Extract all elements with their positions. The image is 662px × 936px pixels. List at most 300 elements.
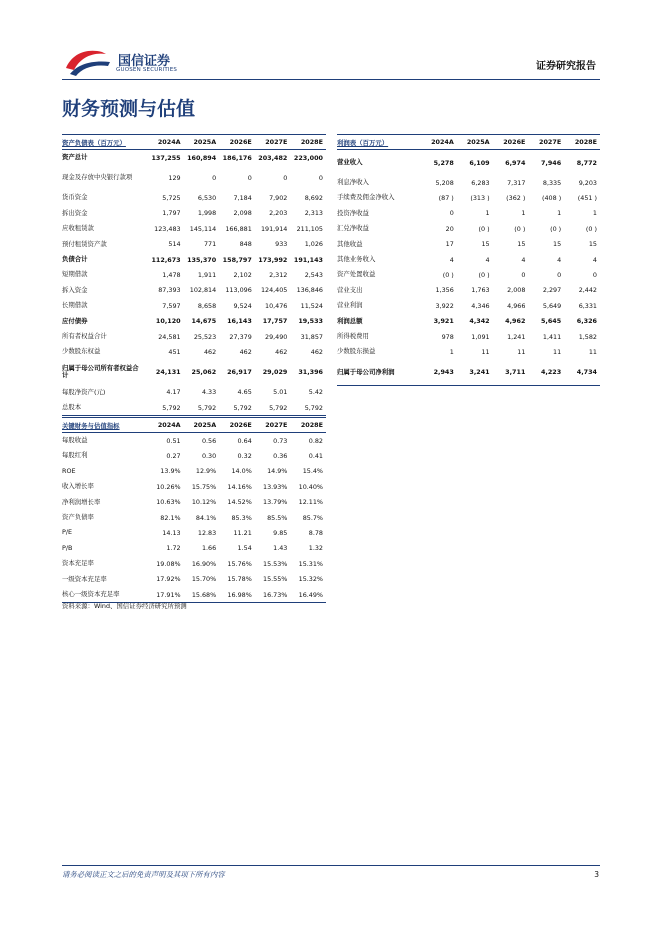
row-value: 7,597 xyxy=(162,301,181,310)
row-value: 1,026 xyxy=(304,240,323,249)
logo-title: 国信证券 xyxy=(118,54,171,69)
row-value: 0 xyxy=(247,173,252,182)
row-value: 26,917 xyxy=(227,368,252,377)
table-row xyxy=(62,541,326,556)
row-value: 2,312 xyxy=(269,271,288,280)
row-value: 0.36 xyxy=(273,452,288,461)
row-value: 2,008 xyxy=(507,286,526,295)
row-value: 15.53% xyxy=(263,559,288,568)
col-header: 2024A xyxy=(421,135,457,150)
row-value: 6,974 xyxy=(505,158,526,167)
row-value: 31,396 xyxy=(298,368,323,377)
row-value: 85.3% xyxy=(231,513,252,522)
row-value: 1 xyxy=(521,209,526,218)
row-value: 84.1% xyxy=(195,513,217,522)
table-row xyxy=(62,283,326,298)
row-value: 5.42 xyxy=(308,388,323,397)
row-value: 15 xyxy=(481,240,490,249)
row-value: 1,411 xyxy=(542,332,562,341)
row-value: 11,524 xyxy=(300,301,323,310)
col-header: 2026E xyxy=(493,135,529,150)
row-value: 173,992 xyxy=(258,255,288,264)
col-header: 2025A xyxy=(184,418,220,433)
row-value: 6,283 xyxy=(471,178,490,187)
row-value: 0.27 xyxy=(166,452,181,461)
row-value: 31,857 xyxy=(300,332,323,341)
row-value: 10.26% xyxy=(156,482,181,491)
row-value: 9.85 xyxy=(273,529,288,538)
row-value: 848 xyxy=(239,240,252,249)
row-value: 1,911 xyxy=(197,271,217,280)
row-value: 462 xyxy=(310,347,323,356)
table-row xyxy=(62,267,326,282)
row-label: 净利润增长率 xyxy=(62,497,101,506)
row-value: 15 xyxy=(517,240,526,249)
row-value: 0 xyxy=(592,271,597,280)
row-value: (362 ) xyxy=(506,194,526,203)
row-value: 8,658 xyxy=(197,301,217,310)
row-value: 1,582 xyxy=(578,332,597,341)
row-value: 2,313 xyxy=(304,209,323,218)
table-row xyxy=(62,572,326,587)
row-value: 27,379 xyxy=(229,332,252,341)
row-value: 2,297 xyxy=(542,286,562,295)
row-value: 25,062 xyxy=(191,368,217,377)
row-value: 15 xyxy=(553,240,562,249)
logo-subtitle: GUOSEN SECURITIES xyxy=(116,67,178,73)
row-value: 123,483 xyxy=(154,224,181,233)
col-header: 2028E xyxy=(564,135,600,150)
row-value: 4.65 xyxy=(237,388,252,397)
row-value: 5,792 xyxy=(148,400,184,416)
row-value: 15.4% xyxy=(302,467,323,476)
row-value: 4 xyxy=(521,255,526,264)
table-row xyxy=(62,206,326,221)
table-row xyxy=(337,344,600,359)
table-row xyxy=(337,267,600,282)
row-label: 归属于母公司净利润 xyxy=(337,360,421,386)
row-value: 9,203 xyxy=(578,178,597,187)
row-value: 462 xyxy=(239,347,252,356)
table-row xyxy=(62,237,326,252)
row-label: 营业收入 xyxy=(337,157,363,166)
row-value: 15.55% xyxy=(263,575,288,584)
table-row xyxy=(62,221,326,236)
col-header: 2024A xyxy=(148,418,184,433)
header-divider xyxy=(62,79,600,80)
row-label: 少数股东损益 xyxy=(337,347,376,356)
row-value: 7,902 xyxy=(269,194,288,203)
row-value: 2,943 xyxy=(421,360,457,386)
table-row xyxy=(62,556,326,571)
row-value: 1,478 xyxy=(162,271,181,280)
income-statement-title: 利润表（百万元） xyxy=(337,135,421,150)
row-value: 6,109 xyxy=(469,158,490,167)
row-value: 12.9% xyxy=(195,467,217,476)
row-value: 160,894 xyxy=(187,153,217,162)
row-label: 营业利润 xyxy=(337,301,363,310)
table-row xyxy=(337,175,600,190)
row-value: 19.08% xyxy=(156,559,181,568)
row-value: 6,530 xyxy=(197,194,217,203)
row-label: 总股本 xyxy=(62,400,148,416)
row-label: 资产处置收益 xyxy=(337,270,376,279)
row-value: 85.5% xyxy=(267,513,288,522)
row-value: (87 ) xyxy=(438,194,454,203)
row-value: 8,772 xyxy=(576,158,597,167)
row-value: 186,176 xyxy=(222,153,252,162)
row-value: 2,442 xyxy=(578,286,597,295)
row-label: 利息净收入 xyxy=(337,178,369,187)
row-label: 拆出资金 xyxy=(62,208,88,217)
row-label: 现金及存放中央银行款项 xyxy=(62,173,133,182)
row-value: 4 xyxy=(592,255,597,264)
row-value: (0 ) xyxy=(478,271,490,280)
balance-sheet-table xyxy=(62,134,326,416)
key-metrics-title: 关键财务与估值指标 xyxy=(62,418,148,433)
row-label: 资产负债率 xyxy=(62,512,94,521)
row-label: 预付租赁资产款 xyxy=(62,239,107,248)
row-value: 16.98% xyxy=(219,587,255,603)
row-value: 13.9% xyxy=(160,467,181,476)
row-value: 129 xyxy=(168,173,181,182)
row-value: 11 xyxy=(517,347,526,356)
row-value: 0 xyxy=(557,271,562,280)
table-row xyxy=(62,329,326,344)
col-header: 2028E xyxy=(290,135,326,150)
row-value: 3,711 xyxy=(493,360,529,386)
row-value: 11 xyxy=(481,347,490,356)
row-value: 5.01 xyxy=(273,388,288,397)
row-value: 25,523 xyxy=(193,332,217,341)
row-value: 4,223 xyxy=(528,360,564,386)
row-value: 11 xyxy=(588,347,597,356)
row-value: (0 ) xyxy=(478,224,490,233)
row-value: 0.64 xyxy=(237,436,252,445)
row-value: 6,331 xyxy=(578,301,597,310)
row-value: 462 xyxy=(203,347,217,356)
row-value: 145,114 xyxy=(189,224,217,233)
row-value: 191,143 xyxy=(293,255,323,264)
row-value: 137,255 xyxy=(151,153,181,162)
table-row xyxy=(62,479,326,494)
row-value: 10.63% xyxy=(156,498,181,507)
row-value: 0.41 xyxy=(308,452,323,461)
row-value: 29,490 xyxy=(265,332,288,341)
row-value: 15.78% xyxy=(227,575,252,584)
row-value: 7,184 xyxy=(233,194,252,203)
row-value: 10.40% xyxy=(298,482,323,491)
row-value: 1,241 xyxy=(507,332,526,341)
table-row xyxy=(62,510,326,525)
table-row xyxy=(337,283,600,298)
row-value: 462 xyxy=(275,347,288,356)
row-value: 1.43 xyxy=(273,544,288,553)
row-value: 1 xyxy=(449,347,454,356)
row-label: 每股收益 xyxy=(62,436,88,445)
table-row xyxy=(62,400,326,416)
row-value: 20 xyxy=(445,224,454,233)
source-note: 资料来源：Wind、国信证券经济研究所预测 xyxy=(62,602,187,610)
row-value: 1,091 xyxy=(471,332,490,341)
row-value: 7,946 xyxy=(540,158,562,167)
row-value: 16.73% xyxy=(255,587,291,603)
row-value: 203,482 xyxy=(258,153,288,162)
table-row xyxy=(62,448,326,463)
row-value: (0 ) xyxy=(550,224,562,233)
row-value: 4 xyxy=(557,255,562,264)
row-value: 15.68% xyxy=(184,587,220,603)
row-value: 15 xyxy=(588,240,597,249)
row-value: 13.79% xyxy=(263,498,288,507)
row-value: (0 ) xyxy=(514,224,526,233)
row-value: 3,922 xyxy=(435,301,454,310)
row-value: 4,342 xyxy=(469,317,490,326)
row-value: 5,208 xyxy=(435,178,454,187)
table-row xyxy=(337,360,600,386)
disclaimer-link[interactable]: 请务必阅读正文之后的免责声明及其项下所有内容 xyxy=(62,870,225,879)
row-value: 136,846 xyxy=(296,286,323,295)
row-value: 12.83 xyxy=(197,529,217,538)
table-row xyxy=(62,298,326,313)
row-value: 2,203 xyxy=(269,209,288,218)
row-value: 4,734 xyxy=(564,360,600,386)
row-value: 2,543 xyxy=(304,271,323,280)
row-value: 514 xyxy=(168,240,181,249)
row-value: 4,962 xyxy=(505,317,526,326)
row-value: 158,797 xyxy=(222,255,252,264)
row-value: 933 xyxy=(275,240,288,249)
row-label: 其他业务收入 xyxy=(337,254,376,263)
key-metrics-table xyxy=(62,417,326,603)
row-value: 102,814 xyxy=(189,286,217,295)
row-value: 0.82 xyxy=(308,436,323,445)
row-value: 451 xyxy=(168,347,181,356)
table-row xyxy=(337,221,600,236)
row-label: 应付债券 xyxy=(62,316,88,325)
row-value: 1.32 xyxy=(308,544,323,553)
row-value: 2,098 xyxy=(233,209,252,218)
row-value: 29,029 xyxy=(262,368,288,377)
row-value: 0 xyxy=(212,173,217,182)
row-label: 一级资本充足率 xyxy=(62,574,107,583)
table-row xyxy=(62,360,326,385)
row-value: 2,102 xyxy=(233,271,252,280)
col-header: 2026E xyxy=(219,135,255,150)
table-row xyxy=(62,385,326,400)
row-value: 10,476 xyxy=(265,301,288,310)
row-label: 每股红利 xyxy=(62,451,88,460)
row-label: 资产总计 xyxy=(62,153,88,162)
row-label: 归属于母公司所有者权益合计 xyxy=(62,363,139,380)
col-header: 2024A xyxy=(148,135,184,150)
row-value: 4 xyxy=(485,255,490,264)
row-label: 所有者权益合计 xyxy=(62,331,107,340)
row-value: 15.76% xyxy=(227,559,252,568)
row-value: 6,326 xyxy=(576,317,597,326)
col-header: 2027E xyxy=(255,135,291,150)
row-value: 9,524 xyxy=(233,301,252,310)
row-label: 汇兑净收益 xyxy=(337,224,369,233)
row-value: 0 xyxy=(521,271,526,280)
row-value: 3,241 xyxy=(457,360,493,386)
row-value: 0 xyxy=(318,173,323,182)
row-value: 5,645 xyxy=(540,317,562,326)
table-row xyxy=(62,344,326,359)
row-value: 15.75% xyxy=(191,482,217,491)
table-row xyxy=(337,329,600,344)
row-label: 营业支出 xyxy=(337,285,363,294)
row-label: 资本充足率 xyxy=(62,559,94,568)
row-value: 1,998 xyxy=(197,209,217,218)
row-value: 4.33 xyxy=(201,388,217,397)
row-value: 1.72 xyxy=(166,544,181,553)
row-value: 1.66 xyxy=(201,544,217,553)
row-value: 5,725 xyxy=(162,194,181,203)
table-row xyxy=(337,237,600,252)
table-row xyxy=(62,190,326,205)
row-value: 135,370 xyxy=(187,255,217,264)
table-row xyxy=(337,252,600,267)
row-value: 5,792 xyxy=(290,400,326,416)
row-value: 17 xyxy=(445,240,454,249)
row-label: 每股净资产(元) xyxy=(62,387,106,396)
row-value: 19,533 xyxy=(298,317,323,326)
row-value: 166,881 xyxy=(225,224,252,233)
row-value: 4,346 xyxy=(471,301,490,310)
row-label: 投资净收益 xyxy=(337,208,369,217)
page-number: 3 xyxy=(594,870,599,879)
row-value: 5,278 xyxy=(433,158,454,167)
row-value: 15.31% xyxy=(298,559,323,568)
row-label: 利润总额 xyxy=(337,316,363,325)
col-header: 2025A xyxy=(184,135,220,150)
table-row xyxy=(62,525,326,540)
row-value: 1,356 xyxy=(435,286,454,295)
row-value: 16,143 xyxy=(227,317,252,326)
row-value: 0.51 xyxy=(166,436,181,445)
row-value: 14,675 xyxy=(191,317,217,326)
row-value: (408 ) xyxy=(541,194,562,203)
row-value: 0 xyxy=(449,209,454,218)
row-value: 4.17 xyxy=(166,388,181,397)
row-value: 1,763 xyxy=(471,286,490,295)
row-value: 0.73 xyxy=(273,436,288,445)
row-label: 其他收益 xyxy=(337,239,363,248)
row-value: 24,131 xyxy=(155,368,181,377)
row-value: 0.32 xyxy=(237,452,252,461)
row-value: 191,914 xyxy=(260,224,288,233)
row-value: 1 xyxy=(592,209,597,218)
table-row xyxy=(62,433,326,449)
table-row xyxy=(62,150,326,166)
row-value: 14.9% xyxy=(267,467,288,476)
row-value: 211,105 xyxy=(296,224,323,233)
row-value: 15.70% xyxy=(191,575,217,584)
row-label: 少数股东权益 xyxy=(62,347,101,356)
row-value: 1 xyxy=(485,209,490,218)
row-value: 113,096 xyxy=(225,286,252,295)
balance-sheet-title: 资产负债表（百万元） xyxy=(62,135,148,150)
row-value: 14.0% xyxy=(231,467,252,476)
row-label: 拆入资金 xyxy=(62,285,88,294)
row-value: 85.7% xyxy=(302,513,323,522)
row-label: 长期借款 xyxy=(62,301,88,310)
row-value: 14.52% xyxy=(227,498,252,507)
row-label: 收入增长率 xyxy=(62,482,94,491)
row-value: 8.78 xyxy=(308,529,323,538)
table-row xyxy=(337,298,600,313)
row-value: 8,335 xyxy=(542,178,562,187)
row-label: 手续费及佣金净收入 xyxy=(337,193,395,202)
col-header: 2026E xyxy=(219,418,255,433)
row-value: 1 xyxy=(557,209,562,218)
row-value: 7,317 xyxy=(507,178,526,187)
table-row xyxy=(337,190,600,205)
row-value: 14.16% xyxy=(227,482,252,491)
col-header: 2027E xyxy=(528,135,564,150)
row-value: 17,757 xyxy=(262,317,288,326)
row-value: (451 ) xyxy=(577,194,597,203)
table-row xyxy=(337,150,600,176)
row-value: 1,797 xyxy=(162,209,181,218)
row-value: 223,000 xyxy=(293,153,323,162)
row-value: 4,966 xyxy=(507,301,526,310)
table-row xyxy=(337,314,600,329)
row-value: 112,673 xyxy=(151,255,181,264)
table-row xyxy=(62,495,326,510)
row-value: 124,405 xyxy=(260,286,288,295)
col-header: 2027E xyxy=(255,418,291,433)
table-row xyxy=(337,206,600,221)
row-label: 货币资金 xyxy=(62,193,88,202)
row-value: 0.30 xyxy=(201,452,217,461)
row-value: 15.32% xyxy=(298,575,323,584)
row-value: (313 ) xyxy=(470,194,490,203)
col-header: 2025A xyxy=(457,135,493,150)
row-value: 10.12% xyxy=(191,498,217,507)
row-value: (0 ) xyxy=(442,271,454,280)
table-row xyxy=(62,165,326,190)
report-type: 证券研究报告 xyxy=(536,61,596,72)
row-label: P/E xyxy=(62,528,73,537)
row-value: 24,581 xyxy=(158,332,181,341)
row-value: 11 xyxy=(553,347,562,356)
row-label: ROE xyxy=(62,466,76,475)
row-value: 0.56 xyxy=(201,436,217,445)
footer-divider xyxy=(62,865,600,866)
row-label: P/B xyxy=(62,543,73,552)
row-value: 5,792 xyxy=(184,400,220,416)
row-value: 5,792 xyxy=(219,400,255,416)
row-label: 应收租赁款 xyxy=(62,224,94,233)
row-label: 所得税费用 xyxy=(337,331,369,340)
row-value: 16.90% xyxy=(191,559,217,568)
table-row xyxy=(62,464,326,479)
row-value: 978 xyxy=(441,332,454,341)
logo-mark-icon xyxy=(62,44,114,78)
table-row xyxy=(62,314,326,329)
row-value: 14.13 xyxy=(162,529,181,538)
row-value: 1.54 xyxy=(237,544,252,553)
income-statement-table xyxy=(337,134,600,386)
row-value: 12.11% xyxy=(298,498,323,507)
row-value: 0 xyxy=(283,173,288,182)
row-value: 11.21 xyxy=(233,529,252,538)
row-value: 5,792 xyxy=(255,400,291,416)
col-header: 2028E xyxy=(290,418,326,433)
row-value: 16.49% xyxy=(290,587,326,603)
